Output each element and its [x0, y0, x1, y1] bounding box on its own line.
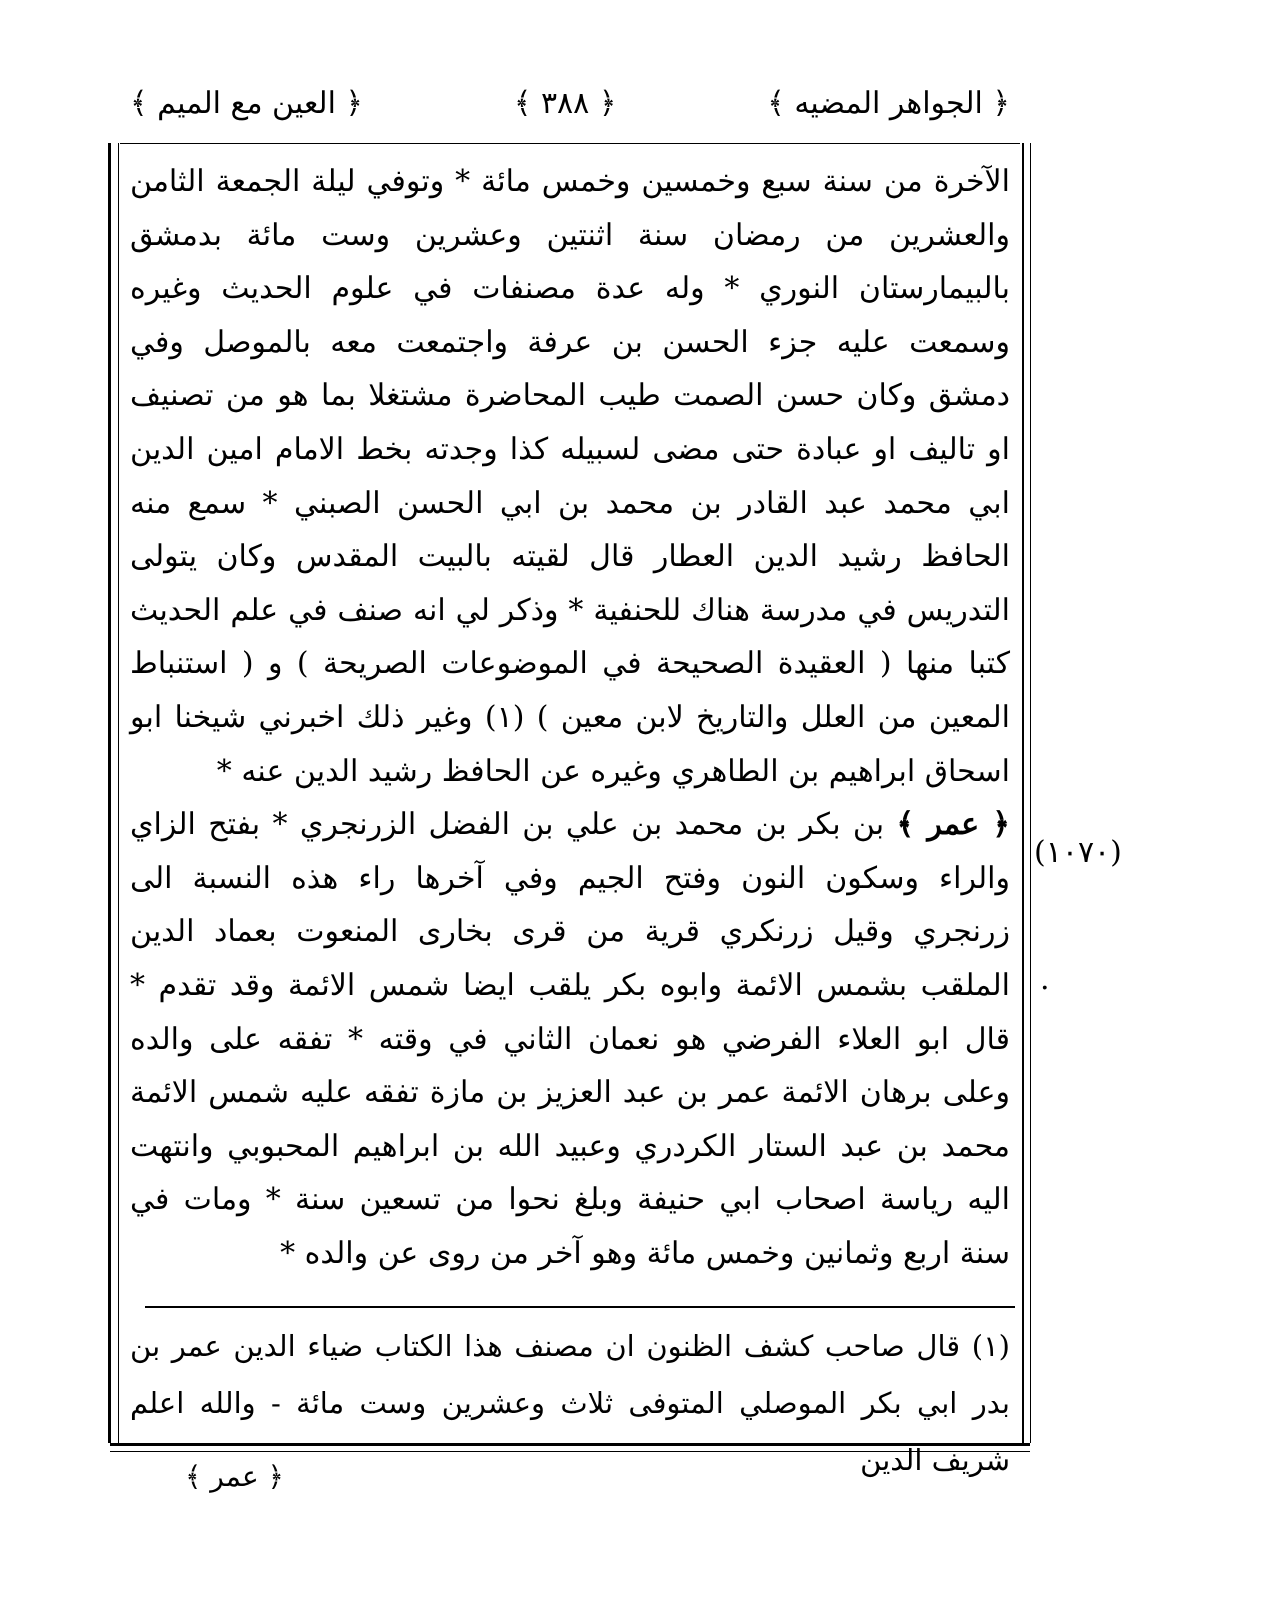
page-number: ﴿ ٣٨٨ ﴾: [513, 85, 617, 121]
frame-rule-right-outer: [1022, 143, 1024, 1443]
running-header: [130, 78, 1010, 128]
frame-rule-left-outer: [108, 143, 111, 1443]
frame-rule-right-inner: [1030, 143, 1031, 1443]
chapter-title: ﴿ العين مع الميم ﴾: [130, 85, 364, 121]
catchword: ﴿ عمر ﴾: [185, 1460, 284, 1493]
main-text: [130, 155, 1010, 1280]
entry-title: ﴿ عمر ﴾: [896, 807, 1010, 843]
footnote-1: (١) قال صاحب كشف الظنون ان مصنف هذا الكتاب ضياء الدين عمر بن بدر ابي بكر الموصلي المتوفى ثلاث وعشرين وست مائة - والله اعلم شريف الدين: [130, 1329, 1010, 1477]
entry-number: (١٠٧٠): [1034, 835, 1122, 870]
book-title: ﴿ الجواهر المضيه ﴾: [767, 85, 1010, 121]
footnote-separator: [145, 1306, 1015, 1308]
entry-text: بن بكر بن محمد بن علي بن الفضل الزرنجري * بفتح الزاي والراء وسكون النون وفتح الجيم وفي آخرها راء هذه النسبة الى زرنجري وقيل زرنكري قرية من قرى بخارى المنعوت بعماد الدين الملقب بشمس الائمة وابوه بكر يلقب ايضا شمس الائمة وقد تقدم * قال ابو العلاء الفرضي هو نعمان الثاني في وقته * تفقه على والده وعلى برهان الائمة عمر بن عبد العزيز بن مازة تفقه عليه شمس الائمة محمد بن عبد الستار الكردري وعبيد الله بن ابراهيم المحبوبي وانتهت اليه رياسة اصحاب ابي حنيفة وبلغ نحوا من تسعين سنة * ومات في سنة اربع وثمانين وخمس مائة وهو آخر من روى عن والده *: [130, 807, 1010, 1271]
frame-rule-top: [120, 143, 1020, 144]
paragraph-continuation: الآخرة من سنة سبع وخمسين وخمس مائة * وتوفي ليلة الجمعة الثامن والعشرين من رمضان سنة اثنتين وعشرين وست مائة بدمشق بالبيمارستان النوري * وله عدة مصنفات في علوم الحديث وغيره وسمعت عليه جزء الحسن بن عرفة واجتمعت معه بالموصل وفي دمشق وكان حسن الصمت طيب المحاضرة مشتغلا بما هو من تصنيف او تاليف او عبادة حتى مضى لسبيله كذا وجدته بخط الامام امين الدين ابي محمد عبد القادر بن محمد بن ابي الحسن الصبني * سمع منه الحافظ رشيد الدين العطار قال لقيته بالبيت المقدس وكان يتولى التدريس في مدرسة هناك للحنفية * وذكر لي انه صنف في علم الحديث كتبا منها ( العقيدة الصحيحة في الموضوعات الصريحة ) و ( استنباط المعين من العلل والتاريخ لابن معين ) (١) وغير ذلك اخبرني شيخنا ابو اسحاق ابراهيم بن الطاهري وغيره عن الحافظ رشيد الدين عنه *: [130, 164, 1010, 789]
paragraph-entry-1070: [130, 798, 1010, 1280]
margin-dot: .: [1040, 962, 1050, 997]
frame-rule-left-inner: [118, 143, 119, 1443]
